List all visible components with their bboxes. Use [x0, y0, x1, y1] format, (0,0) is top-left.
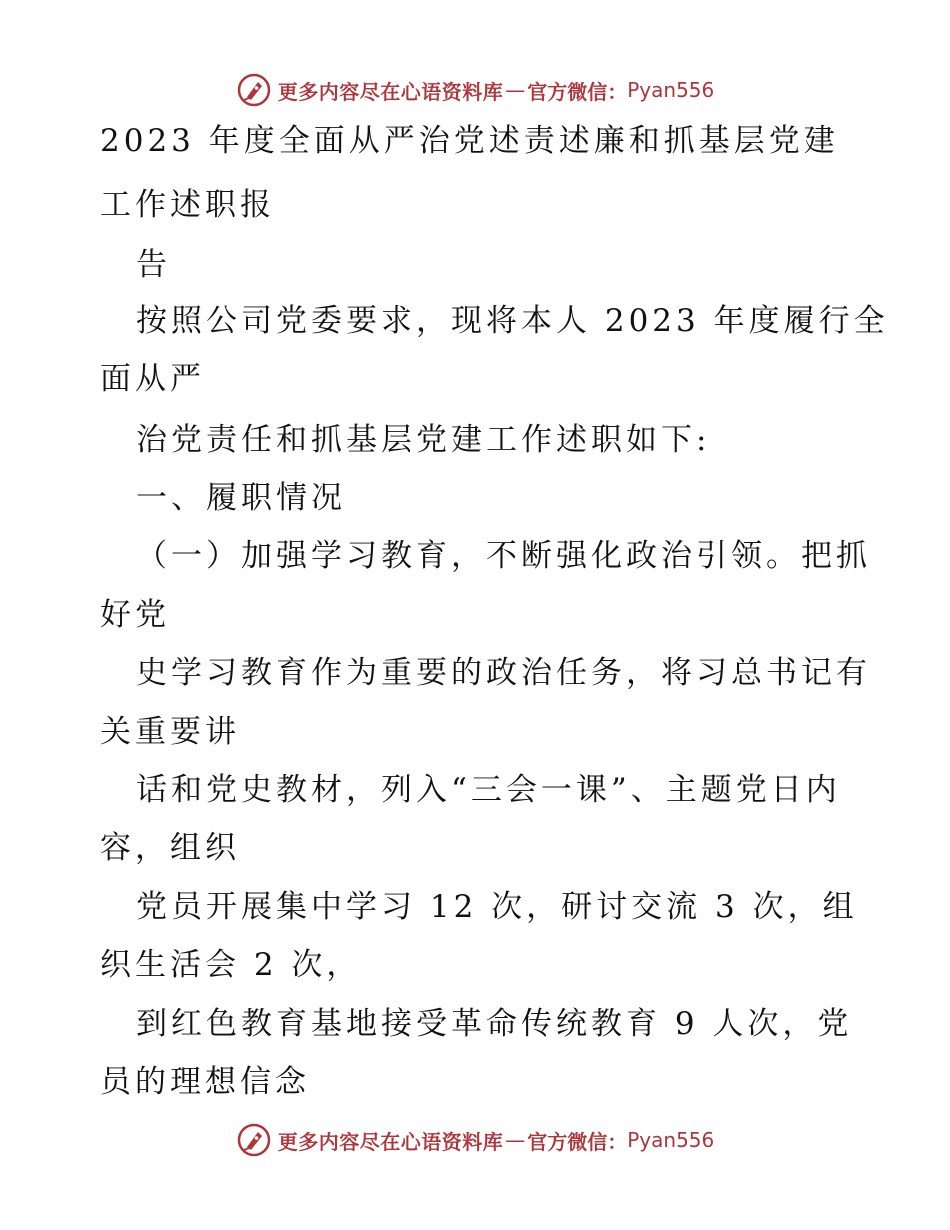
doc-text-line: 党员开展集中学习 12 次，研讨交流 3 次，组 [136, 889, 858, 925]
doc-text-line: 员的理想信念 [100, 1064, 310, 1100]
doc-text-line: 到红色教育基地接受革命传统教育 9 人次，党 [136, 1006, 853, 1042]
doc-text-line: 话和党史教材，列入“三会一课”、主题党日内 [136, 772, 841, 808]
footer-separator: — [505, 1128, 526, 1152]
doc-title-line-2: 工作述职报 [100, 187, 275, 223]
doc-section-heading: 一、履职情况 [136, 480, 346, 516]
header-wechat-account: Pyan556 [627, 78, 715, 102]
header-banner[interactable] [0, 70, 950, 110]
doc-title-line-1: 2023 年度全面从严治党述责述廉和抓基层党建 [100, 123, 839, 159]
footer-banner[interactable] [0, 1120, 950, 1160]
footer-wechat-account: Pyan556 [627, 1128, 715, 1152]
pen-nib-logo-icon [236, 72, 272, 108]
header-separator: — [505, 78, 526, 102]
doc-text-line: 按照公司党委要求，现将本人 2023 年度履行全 [136, 303, 889, 339]
doc-text-line: 织生活会 2 次， [100, 947, 362, 983]
footer-wechat-label: 官方微信： [527, 1129, 628, 1154]
pen-nib-logo-icon [236, 1122, 272, 1158]
doc-text-line: 好党 [100, 597, 170, 633]
doc-title-line-3: 告 [136, 247, 171, 283]
doc-text-line: 容，组织 [100, 830, 240, 866]
doc-subsection-line: （一）加强学习教育，不断强化政治引领。把抓 [136, 538, 871, 574]
header-brand-text: 更多内容尽在心语资料库 [277, 79, 504, 104]
doc-text-line: 治党责任和抓基层党建工作述职如下: [136, 422, 711, 458]
doc-text-line: 关重要讲 [100, 714, 240, 750]
doc-text-line: 史学习教育作为重要的政治任务，将习总书记有 [136, 655, 871, 691]
doc-text-line: 面从严 [100, 361, 205, 397]
header-wechat-label: 官方微信： [527, 79, 628, 104]
footer-brand-text: 更多内容尽在心语资料库 [277, 1129, 504, 1154]
